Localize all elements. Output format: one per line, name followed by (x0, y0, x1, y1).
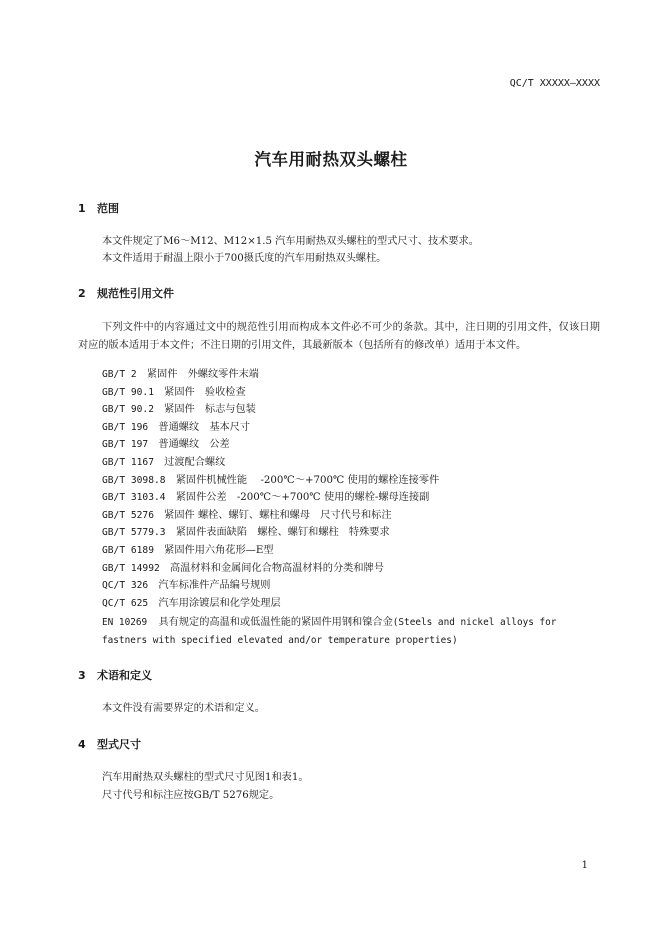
reference-item (102, 472, 439, 490)
reference-item (102, 577, 270, 595)
section-title: 型式尺寸 (97, 738, 141, 751)
reference-code: GB/T 90.2 (102, 404, 154, 416)
reference-item (102, 384, 246, 402)
reference-item (102, 542, 273, 560)
reference-title-cn: 具有规定的高温和或低温性能的紧固件用钢和镍合金 (158, 617, 393, 628)
reference-item (102, 401, 256, 419)
reference-title: 紧固件 验收检查 (164, 386, 246, 398)
reference-code: QC/T 625 (102, 597, 149, 609)
section-3-heading (78, 669, 152, 683)
reference-item (102, 595, 281, 613)
page-number: 1 (581, 860, 588, 871)
reference-title: 过渡配合螺纹 (164, 457, 226, 468)
reference-code: GB/T 90.1 (102, 386, 154, 398)
section-title: 规范性引用文件 (97, 287, 174, 300)
reference-item (102, 489, 429, 507)
section-4-heading (78, 738, 141, 752)
reference-title: 紧固件 外螺纹零件末端 (146, 369, 259, 380)
reference-code: GB/T 14992 (102, 562, 160, 574)
reference-code: EN 10269 (102, 617, 148, 628)
reference-title: 紧固件机械性能 -200℃～+700℃ 使用的螺栓连接零件 (175, 474, 440, 486)
reference-item (102, 560, 384, 578)
reference-code: GB/T 5276 (102, 509, 154, 521)
reference-title: 紧固件表面缺陷 螺栓、螺钉和螺柱 特殊要求 (175, 527, 390, 539)
section-2-heading (78, 287, 174, 301)
scope-paragraph-1: 本文件规定了M6～M12、M12×1.5 汽车用耐热双头螺柱的型式尺寸、技术要求。 (102, 236, 479, 247)
document-title: 汽车用耐热双头螺柱 (254, 150, 408, 169)
reference-title: 紧固件公差 -200℃～+700℃ 使用的螺栓-螺母连接副 (175, 492, 430, 504)
standard-code: QC/T XXXXX—XXXX (509, 78, 600, 89)
section-title: 术语和定义 (97, 669, 152, 682)
reference-code: QC/T 326 (102, 580, 149, 592)
section-title: 范围 (97, 202, 119, 215)
reference-item-en10269 (102, 614, 600, 650)
reference-title: 紧固件 螺栓、螺钉、螺柱和螺母 尺寸代号和标注 (164, 509, 392, 521)
dimensions-paragraph-2: 尺寸代号和标注应按GB/T 5276规定。 (102, 790, 280, 801)
section-number: 3 (78, 669, 86, 682)
reference-item (102, 366, 259, 384)
reference-item (102, 436, 230, 454)
section-number: 2 (78, 287, 86, 300)
reference-item (102, 524, 390, 542)
reference-item (102, 419, 250, 437)
reference-title: 汽车标准件产品编号规则 (158, 580, 271, 592)
section-number: 4 (78, 738, 86, 751)
terms-paragraph: 本文件没有需要界定的术语和定义。 (102, 703, 265, 714)
reference-code: GB/T 3103.4 (102, 492, 166, 504)
reference-code: GB/T 2 (102, 369, 137, 380)
reference-code: GB/T 1167 (102, 457, 154, 468)
reference-title: 普通螺纹 公差 (158, 439, 230, 451)
reference-title: 普通螺纹 基本尺寸 (158, 421, 251, 433)
scope-paragraph-2: 本文件适用于耐温上限小于700摄氏度的汽车用耐热双头螺柱。 (102, 253, 387, 264)
section-number: 1 (78, 202, 86, 215)
reference-item (102, 454, 225, 472)
reference-title: 高温材料和金属间化合物高温材料的分类和牌号 (169, 562, 384, 574)
reference-item (102, 507, 392, 525)
reference-code: GB/T 197 (102, 439, 149, 451)
dimensions-paragraph-1: 汽车用耐热双头螺柱的型式尺寸见图1和表1。 (102, 772, 309, 783)
reference-title: 紧固件用六角花形—E型 (164, 545, 274, 556)
references-intro: 下列文件中的内容通过文中的规范性引用而构成本文件必不可少的条款。其中，注日期的引用文件，仅该日期对应的版本适用于本文件；不注日期的引用文件，其最新版本（包括所有的修改单）适用于本文件。 (78, 322, 600, 351)
reference-title: 汽车用涂镀层和化学处理层 (158, 597, 281, 609)
reference-code: GB/T 5779.3 (102, 527, 166, 539)
reference-title: 紧固件 标志与包装 (164, 404, 256, 416)
reference-code: GB/T 6189 (102, 545, 154, 556)
reference-title-en: (Steels and nickel alloys for fastners with specified elevated and/or temperature properties) (102, 617, 557, 646)
reference-code: GB/T 3098.8 (102, 474, 166, 486)
reference-code: GB/T 196 (102, 421, 149, 433)
section-1-heading (78, 202, 119, 216)
